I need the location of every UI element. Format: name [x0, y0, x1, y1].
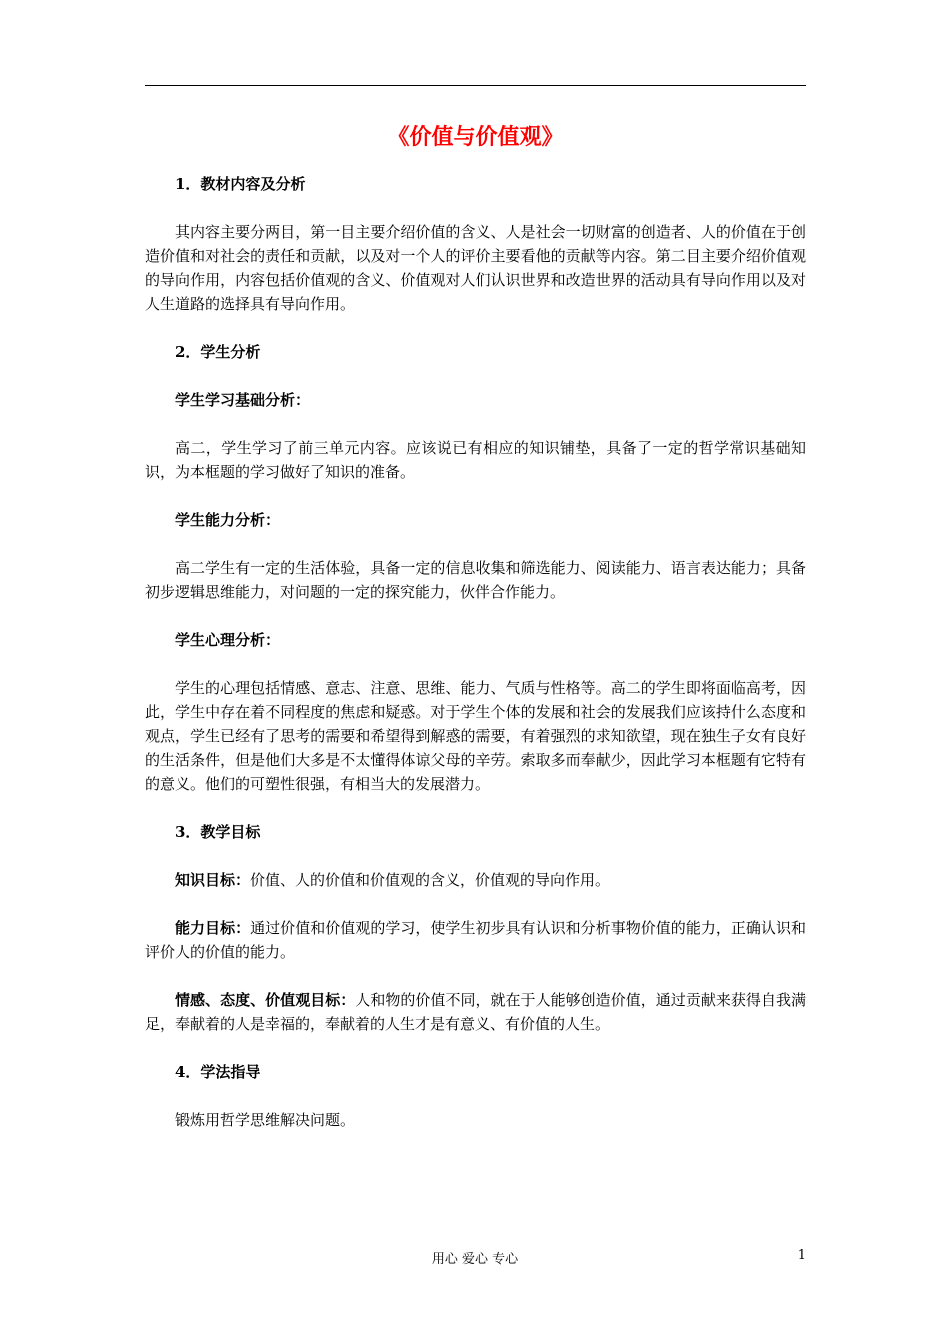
goal-knowledge — [145, 868, 806, 892]
goal-knowledge-text: 价值、人的价值和价值观的含义，价值观的导向作用。 — [250, 871, 611, 889]
subsection-psychology-paragraph: 学生的心理包括情感、意志、注意、思维、能力、气质与性格等。高二的学生即将面临高考，因此，学生中存在着不同程度的焦虑和疑惑。对于学生个体的发展和社会的发展我们应该持什么态度和观点，学生已经有了思考的需要和希望得到解惑的需要，有着强烈的求知欲望，现在独生子女有良好的生活条件，但是他们大多是不太懂得体谅父母的辛劳。索取多而奉献少，因此学习本框题有它特有的意义。他们的可塑性很强，有相当大的发展潜力。 — [145, 679, 806, 793]
goal-emotion-attitude-values — [145, 988, 806, 1036]
document-title: 《价值与价值观》 — [387, 124, 564, 150]
section-4-paragraph: 锻炼用哲学思维解决问题。 — [175, 1111, 356, 1129]
goal-ability-label: 能力目标： — [175, 919, 251, 937]
footer-motto: 用心 爱心 专心 — [431, 1252, 519, 1267]
goal-emotion-text: 人和物的价值不同，就在于人能够创造价值，通过贡献来获得自我满足，奉献着的人是幸福的，奉献着的人生才是有意义、有价值的人生。 — [145, 991, 806, 1033]
goal-emotion-label: 情感、态度、价值观目标： — [175, 991, 356, 1009]
section-1-paragraph: 其内容主要分两目，第一目主要介绍价值的含义、人是社会一切财富的创造者、人的价值在于创造价值和对社会的责任和贡献，以及对一个人的评价主要看他的贡献等内容。第二目主要介绍价值观的导向作用，内容包括价值观的含义、价值观对人们认识世界和改造世界的活动具有导向作用以及对人生道路的选择具有导向作用。 — [145, 223, 806, 313]
section-1-heading: 1．教材内容及分析 — [175, 175, 306, 193]
header-rule — [145, 85, 806, 86]
goal-ability — [145, 916, 806, 964]
subsection-learning-basis-paragraph: 高二，学生学习了前三单元内容。应该说已有相应的知识铺垫，具备了一定的哲学常识基础知识，为本框题的学习做好了知识的准备。 — [145, 439, 806, 481]
page-number: 1 — [797, 1248, 806, 1263]
section-2-heading: 2．学生分析 — [175, 343, 261, 361]
document-body — [145, 172, 806, 1132]
subsection-learning-basis-heading: 学生学习基础分析： — [175, 391, 311, 409]
subsection-ability-paragraph: 高二学生有一定的生活体验，具备一定的信息收集和筛选能力、阅读能力、语言表达能力；具备初步逻辑思维能力，对问题的一定的探究能力，伙伴合作能力。 — [145, 559, 806, 601]
section-4-heading: 4．学法指导 — [175, 1063, 261, 1081]
goal-ability-text: 通过价值和价值观的学习，使学生初步具有认识和分析事物价值的能力，正确认识和评价人的价值的能力。 — [145, 919, 806, 961]
goal-knowledge-label: 知识目标： — [175, 871, 251, 889]
subsection-psychology-heading: 学生心理分析： — [175, 631, 281, 649]
subsection-ability-heading: 学生能力分析： — [175, 511, 281, 529]
section-3-heading: 3．教学目标 — [175, 823, 261, 841]
